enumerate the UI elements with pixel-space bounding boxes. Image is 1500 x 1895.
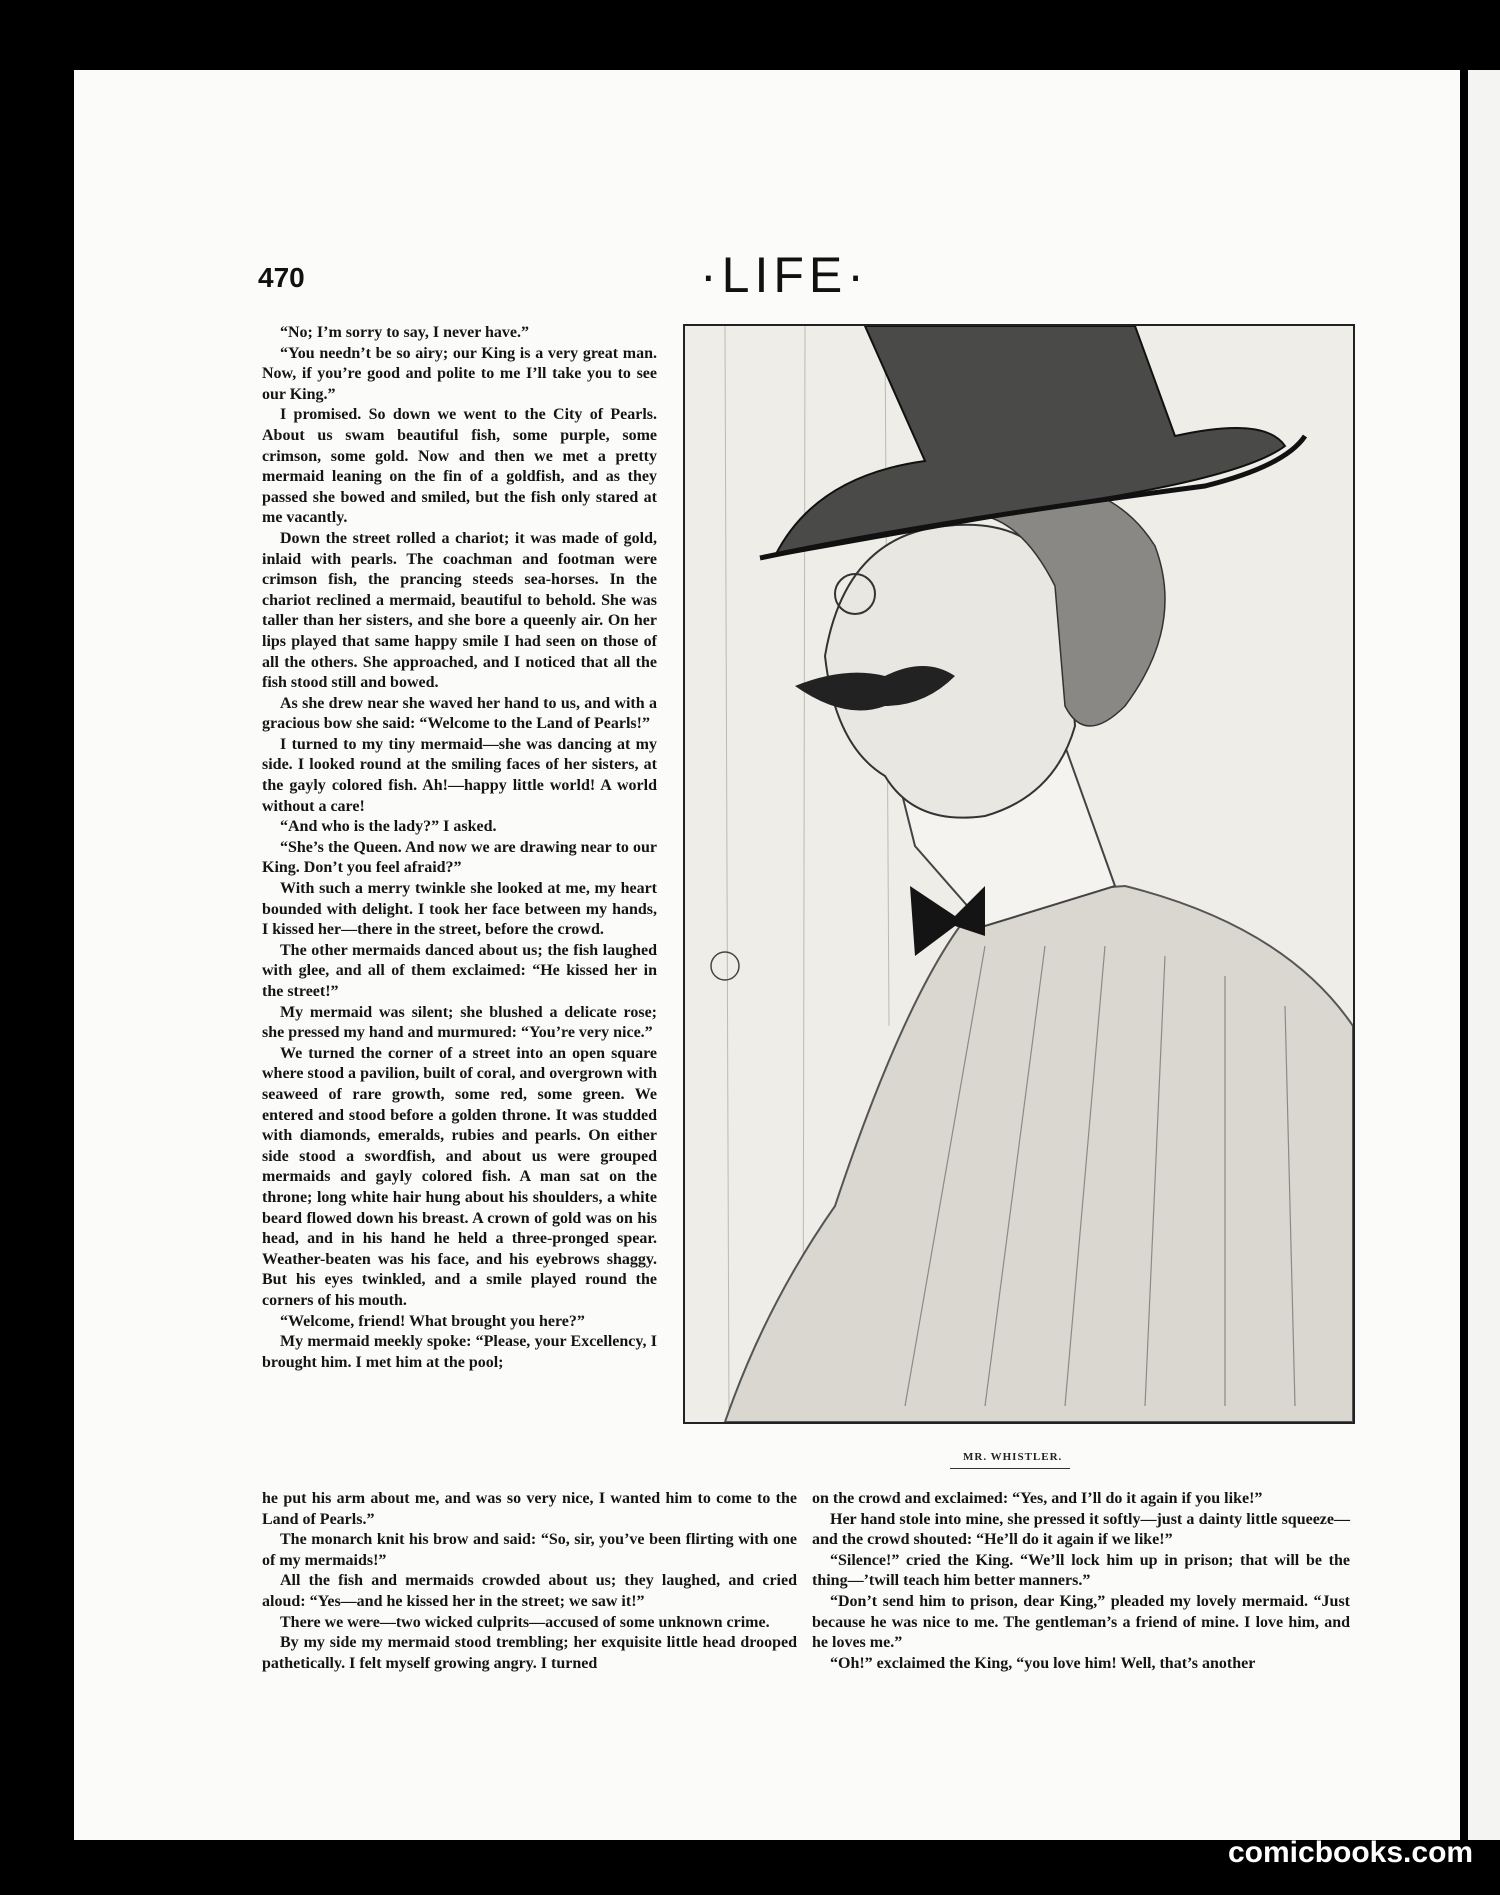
- paragraph: As she drew near she waved her hand to us, and with a gracious bow she said: “Welcome to the Land of Pearls!”: [262, 694, 657, 733]
- paragraph: We turned the corner of a street into an open square where stood a pavilion, built of coral, and overgrown with seaweed of rare growth, some red, some green. We entered and stood before a golden throne. It was studded with diamonds, emeralds, rubies and pearls. On either side stood a swordfish, and about us were grouped mermaids and gayly colored fish. A man sat on the throne; long white hair hung about his shoulders, a white beard flowed down his breast. A crown of gold was on his head, and in his hand he held a three-pronged spear. Weather-beaten was his face, and his eyebrows shaggy. But his eyes twinkled, and a smile played round the corners of his mouth.: [262, 1044, 657, 1309]
- paragraph: All the fish and mermaids crowded about us; they laughed, and cried aloud: “Yes—and he kissed her in the street; we saw it!”: [262, 1572, 797, 1610]
- portrait-illustration: [683, 324, 1355, 1424]
- paragraph: “You needn’t be so airy; our King is a very great man. Now, if you’re good and polite to me I’ll take you to see our King.”: [262, 344, 657, 403]
- portrait-drawing: [685, 326, 1353, 1422]
- paragraph: “No; I’m sorry to say, I never have.”: [280, 324, 530, 341]
- paragraph: I promised. So down we went to the City of Pearls. About us swam beautiful fish, some purple, some crimson, some gold. Now and then we met a pretty mermaid leaning on the fin of a goldfish, and as they passed she bowed and smiled, but the fish only stared at me vacantly.: [262, 406, 657, 527]
- paragraph: My mermaid meekly spoke: “Please, your Excellency, I brought him. I met him at the pool;: [262, 1333, 657, 1371]
- page-number: 470: [258, 262, 305, 293]
- paragraph: “And who is the lady?” I asked.: [280, 818, 497, 836]
- text-column-bottom-right: [812, 1489, 1350, 1674]
- watermark-text: comicbooks.com: [1228, 1836, 1474, 1869]
- paragraph: With such a merry twinkle she looked at me, my heart bounded with delight. I took her face between my hands, I kissed her—there in the street, before the crowd.: [262, 880, 657, 939]
- text-column-bottom-left: [262, 1489, 797, 1674]
- paragraph: “Oh!” exclaimed the King, “you love him! Well, that’s another: [830, 1654, 1256, 1672]
- paragraph: he put his arm about me, and was so very nice, I wanted him to come to the Land of Pearls.”: [262, 1490, 797, 1528]
- text-column-left: [262, 323, 657, 1373]
- paragraph: “Don’t send him to prison, dear King,” pleaded my lovely mermaid. “Just because he was nice to me. The gentleman’s a friend of mine. I love him, and he loves me.”: [812, 1592, 1350, 1652]
- facing-page-edge: [1468, 70, 1500, 1840]
- paragraph: I turned to my tiny mermaid—she was dancing at my side. I looked round at the smiling faces of her sisters, at the gayly colored fish. Ah!—happy little world! A world without a care!: [262, 735, 657, 815]
- paragraph: The monarch knit his brow and said: “So, sir, you’ve been flirting with one of my mermaids!”: [262, 1531, 797, 1569]
- paragraph: “Welcome, friend! What brought you here?”: [280, 1312, 585, 1330]
- paragraph: Down the street rolled a chariot; it was made of gold, inlaid with pearls. The coachman and footman were crimson fish, the prancing steeds sea-horses. In the chariot reclined a mermaid, beautiful to behold. She was taller than her sisters, and she bore a queenly air. On her lips played that same happy smile I had seen on those of all the others. She approached, and I noticed that all the fish stood still and bowed.: [262, 529, 657, 692]
- paragraph: By my side my mermaid stood trembling; her exquisite little head drooped pathetically. I felt myself growing angry. I turned: [262, 1634, 797, 1672]
- figure-caption: MR. WHISTLER.: [963, 1451, 1063, 1463]
- masthead-title: ·LIFE·: [700, 247, 869, 303]
- paragraph: on the crowd and exclaimed: “Yes, and I’ll do it again if you like!”: [812, 1490, 1263, 1507]
- paragraph: “Silence!” cried the King. “We’ll lock him up in prison; that will be the thing—’twill teach him better manners.”: [812, 1551, 1350, 1590]
- paragraph: Her hand stole into mine, she pressed it softly—just a dainty little squeeze—and the crowd shouted: “He’ll do it again if we like!”: [812, 1510, 1350, 1549]
- paragraph: The other mermaids danced about us; the fish laughed with glee, and all of them exclaimed: “He kissed her in the street!”: [262, 941, 657, 1000]
- paragraph: “She’s the Queen. And now we are drawing near to our King. Don’t you feel afraid?”: [262, 838, 657, 877]
- paragraph: There we were—two wicked culprits—accused of some unknown crime.: [280, 1613, 770, 1631]
- caption-underline: [950, 1468, 1070, 1469]
- paragraph: My mermaid was silent; she blushed a delicate rose; she pressed my hand and murmured: “You’re very nice.”: [262, 1003, 657, 1042]
